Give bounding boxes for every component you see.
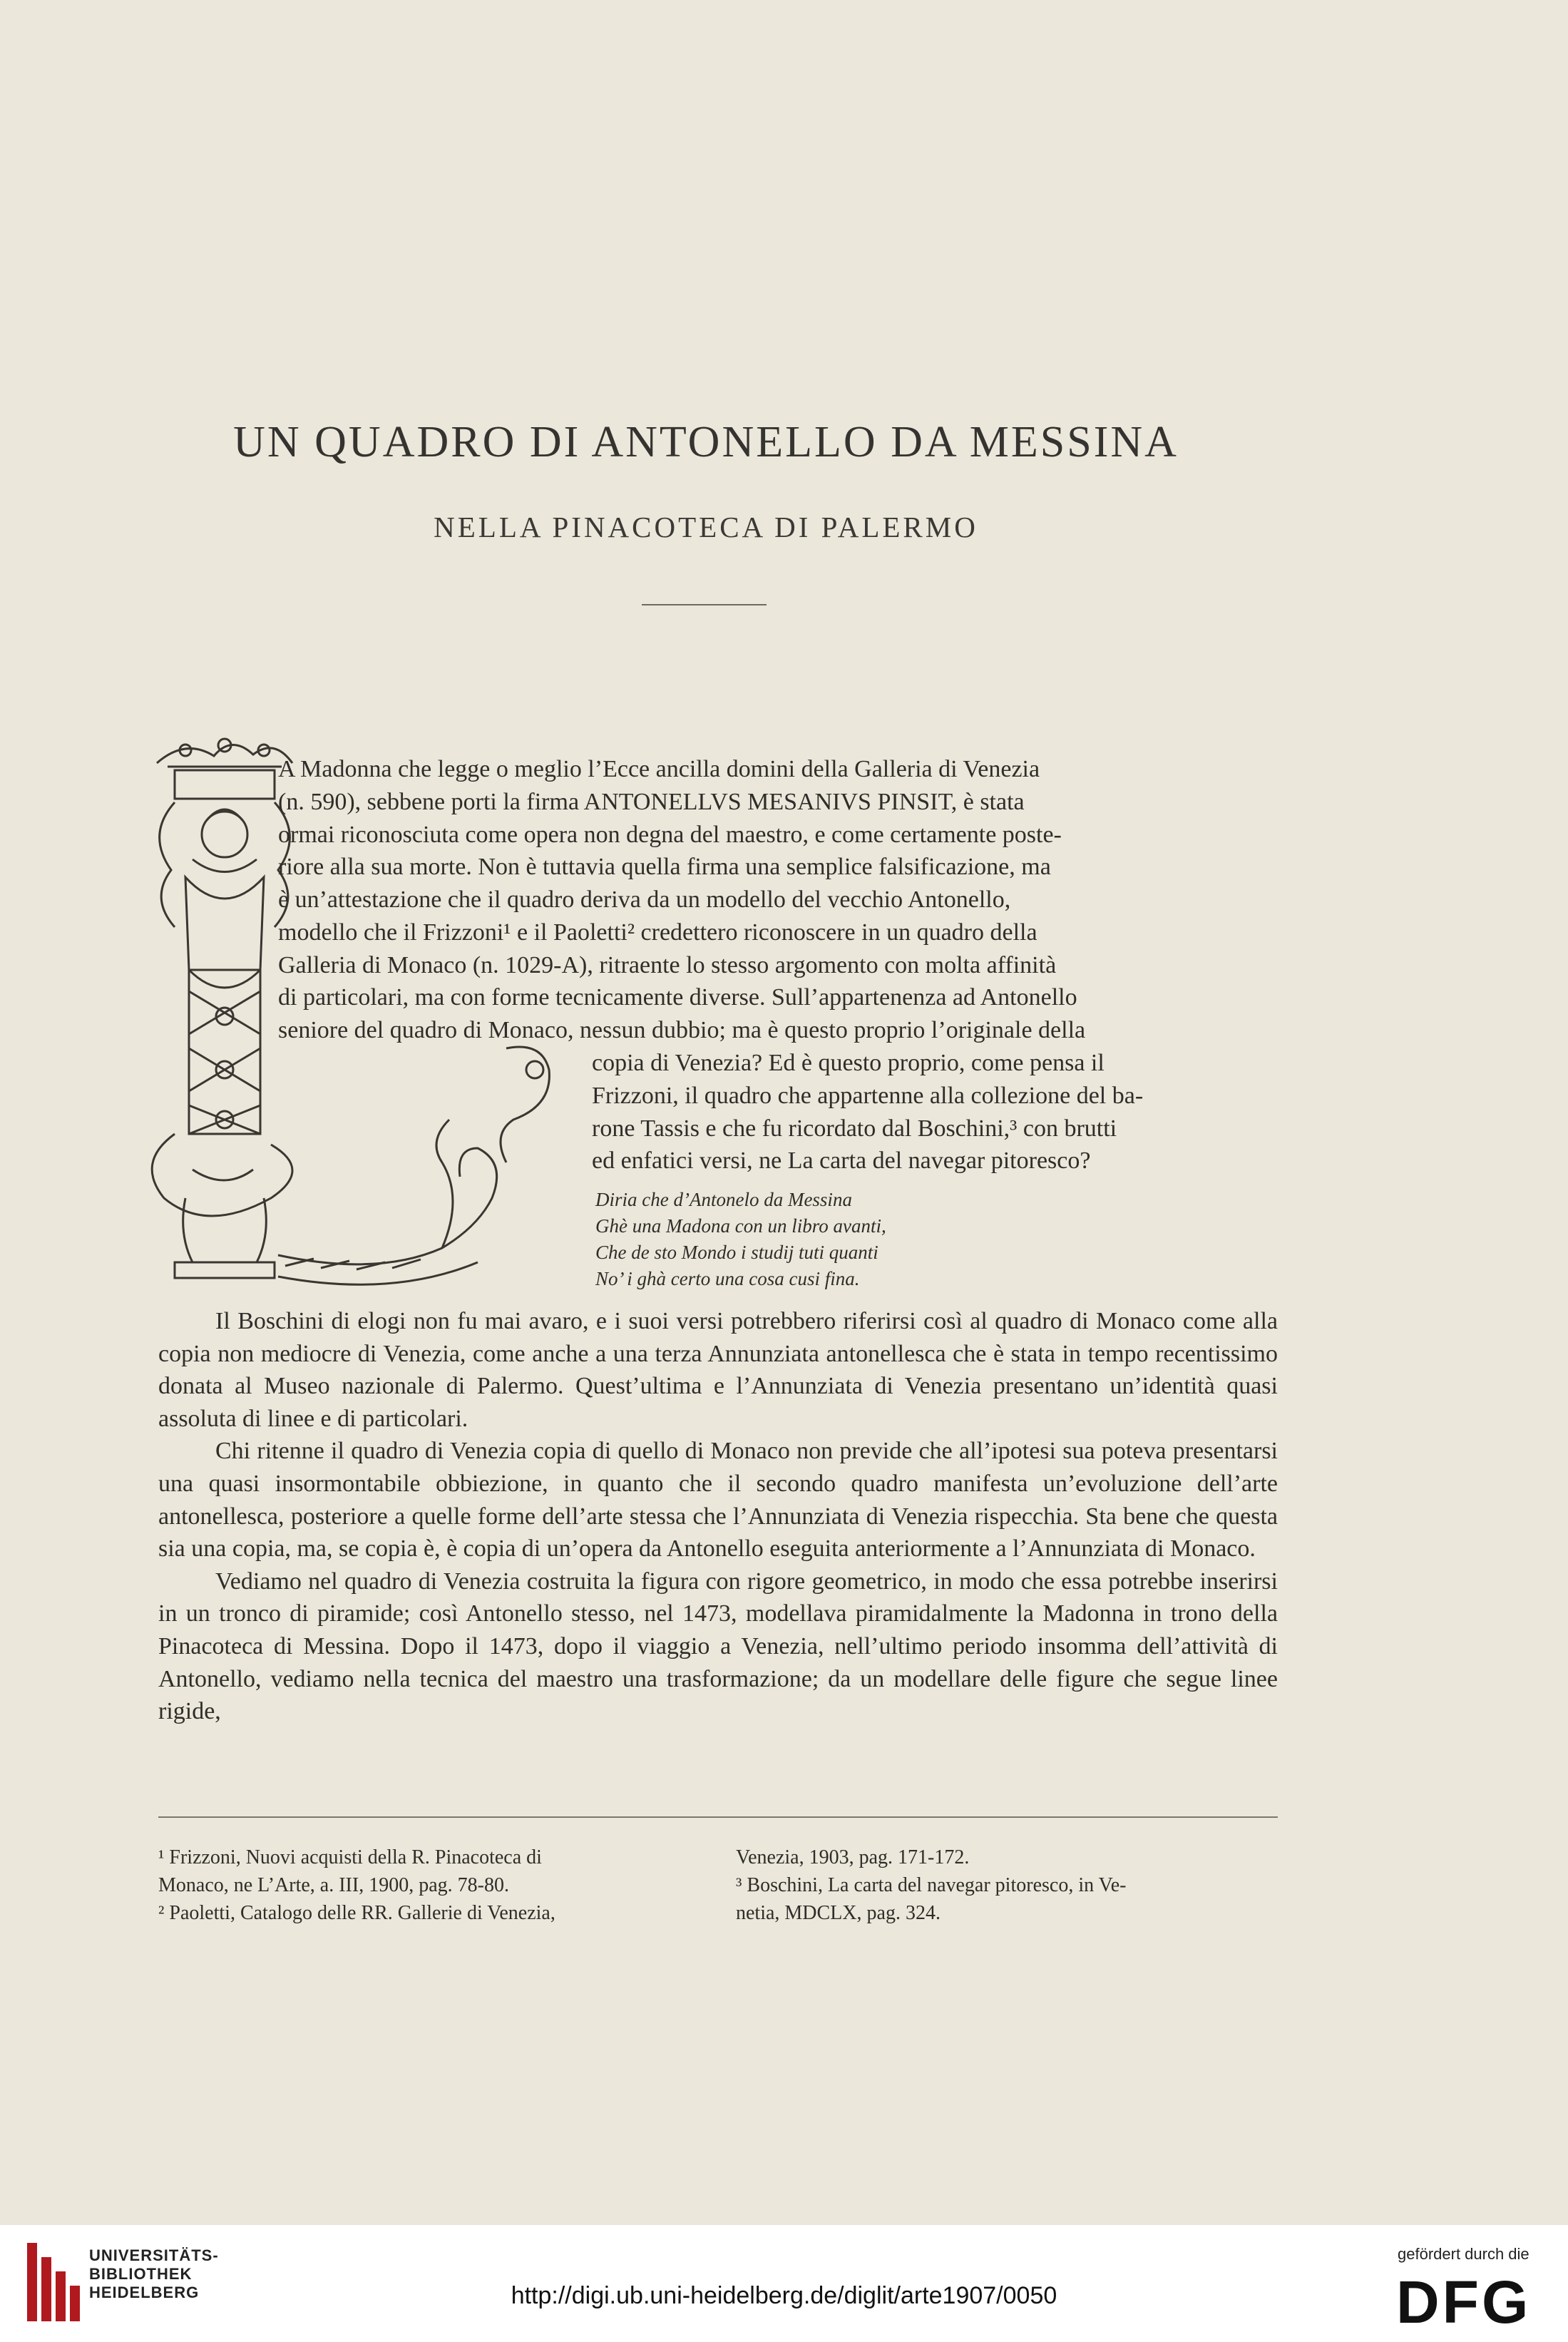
- library-name: UNIVERSITÄTS- BIBLIOTHEK HEIDELBERG: [89, 2246, 219, 2301]
- body-line: è un’attestazione che il quadro deriva da un modello del vecchio Antonello,: [278, 886, 1011, 913]
- body-line: riore alla sua morte. Non è tuttavia quella firma una semplice falsificazione, ma: [278, 854, 1051, 880]
- poem-line: Diria che d’Antonelo da Messina: [595, 1189, 852, 1210]
- body-line: Frizzoni, il quadro che appartenne alla collezione del ba-: [592, 1083, 1144, 1109]
- footnote-line: ³ Boschini, La carta del navegar pitoresco, in Ve-: [736, 1874, 1127, 1896]
- poem-line: Che de sto Mondo i studij tuti quanti: [595, 1242, 878, 1263]
- footnote-divider: [158, 1816, 1278, 1818]
- footnote-line: netia, MDCLX, pag. 324.: [736, 1902, 941, 1924]
- body-line: modello che il Frizzoni¹ e il Paoletti² credettero riconoscere in un quadro della: [278, 919, 1037, 946]
- funding-label: gefördert durch die: [1398, 2245, 1529, 2263]
- footnote-line: Venezia, 1903, pag. 171-172.: [736, 1846, 970, 1868]
- footnote-line: ¹ Frizzoni, Nuovi acquisti della R. Pinacoteca di: [158, 1846, 542, 1868]
- body-line: A Madonna che legge o meglio l’Ecce ancilla domini della Galleria di Venezia: [278, 756, 1040, 782]
- article-title: UN QUADRO DI ANTONELLO DA MESSINA: [233, 418, 1179, 466]
- title-divider: [642, 604, 767, 605]
- paragraph: Il Boschini di elogi non fu mai avaro, e i suoi versi potrebbero riferirsi così al quadro di Monaco come alla copia non mediocre di Venezia, come anche a una terza Annunziata antonellesca che è stata in tempo recentissimo donata al Museo nazionale di Palermo. Quest’ultima e l’Annunziata di Venezia presentano un’identità quasi assoluta di linee e di particolari.: [158, 1308, 1278, 1432]
- footnotes-left-column: [158, 1844, 722, 1927]
- paragraph: Chi ritenne il quadro di Venezia copia di quello di Monaco non previde che all’ipotesi sua poteva presentarsi una quasi insormontabile obbiezione, in quanto che il secondo quadro manifesta un’evoluzione dell’arte antonellesca, posteriore a quelle forme dell’arte stessa che l’Annunziata di Venezia rispecchia. Sta bene che questa sia una copia, ma, se copia è, è copia di un’opera da Antonello eseguita anteriormente a l’Annunziata di Monaco.: [158, 1438, 1278, 1563]
- body-line: di particolari, ma con forme tecnicamente diverse. Sull’appartenenza ad Antonello: [278, 984, 1077, 1011]
- dfg-logo: DFG: [1396, 2269, 1532, 2336]
- body-line: Galleria di Monaco (n. 1029-A), ritraente lo stesso argomento con molta affinità: [278, 952, 1057, 978]
- body-line: seniore del quadro di Monaco, nessun dubbio; ma è questo proprio l’originale della: [278, 1017, 1086, 1043]
- footnote-line: ² Paoletti, Catalogo delle RR. Gallerie di Venezia,: [158, 1902, 555, 1924]
- body-paragraphs: [158, 1305, 1278, 1728]
- body-line: rone Tassis e che fu ricordato dal Boschini,³ con brutti: [592, 1115, 1117, 1142]
- paragraph: Vediamo nel quadro di Venezia costruita la figura con rigore geometrico, in modo che essa potrebbe inserirsi in un tronco di piramide; così Antonello stesso, nel 1473, modellava piramidalmente la Madonna in trono della Pinacoteca di Messina. Dopo il 1473, dopo il viaggio a Venezia, nell’ultimo periodo insomma dell’attività di Antonello, vediamo nella tecnica del maestro una trasformazione; da un modellare delle figure che segue linee rigide,: [158, 1568, 1278, 1725]
- document-url-link[interactable]: http://digi.ub.uni-heidelberg.de/diglit/arte1907/0050: [511, 2282, 1057, 2309]
- poem-line: No’ i ghà certo una cosa cusi fina.: [595, 1268, 860, 1289]
- body-line: (n. 590), sebbene porti la firma ANTONELLVS MESANIVS PINSIT, è stata: [278, 789, 1025, 815]
- boschini-poem: [595, 1187, 886, 1292]
- poem-line: Ghè una Madona con un libro avanti,: [595, 1215, 886, 1237]
- body-line: ed enfatici versi, ne La carta del navegar pitoresco?: [592, 1147, 1091, 1174]
- footnotes-right-column: [736, 1844, 1278, 1927]
- body-line: ormai riconosciuta come opera non degna del maestro, e come certamente poste-: [278, 822, 1062, 848]
- body-line: copia di Venezia? Ed è questo proprio, come pensa il: [592, 1050, 1105, 1076]
- article-subtitle: NELLA PINACOTECA DI PALERMO: [434, 511, 978, 543]
- footnote-line: Monaco, ne L’Arte, a. III, 1900, pag. 78-80.: [158, 1874, 509, 1896]
